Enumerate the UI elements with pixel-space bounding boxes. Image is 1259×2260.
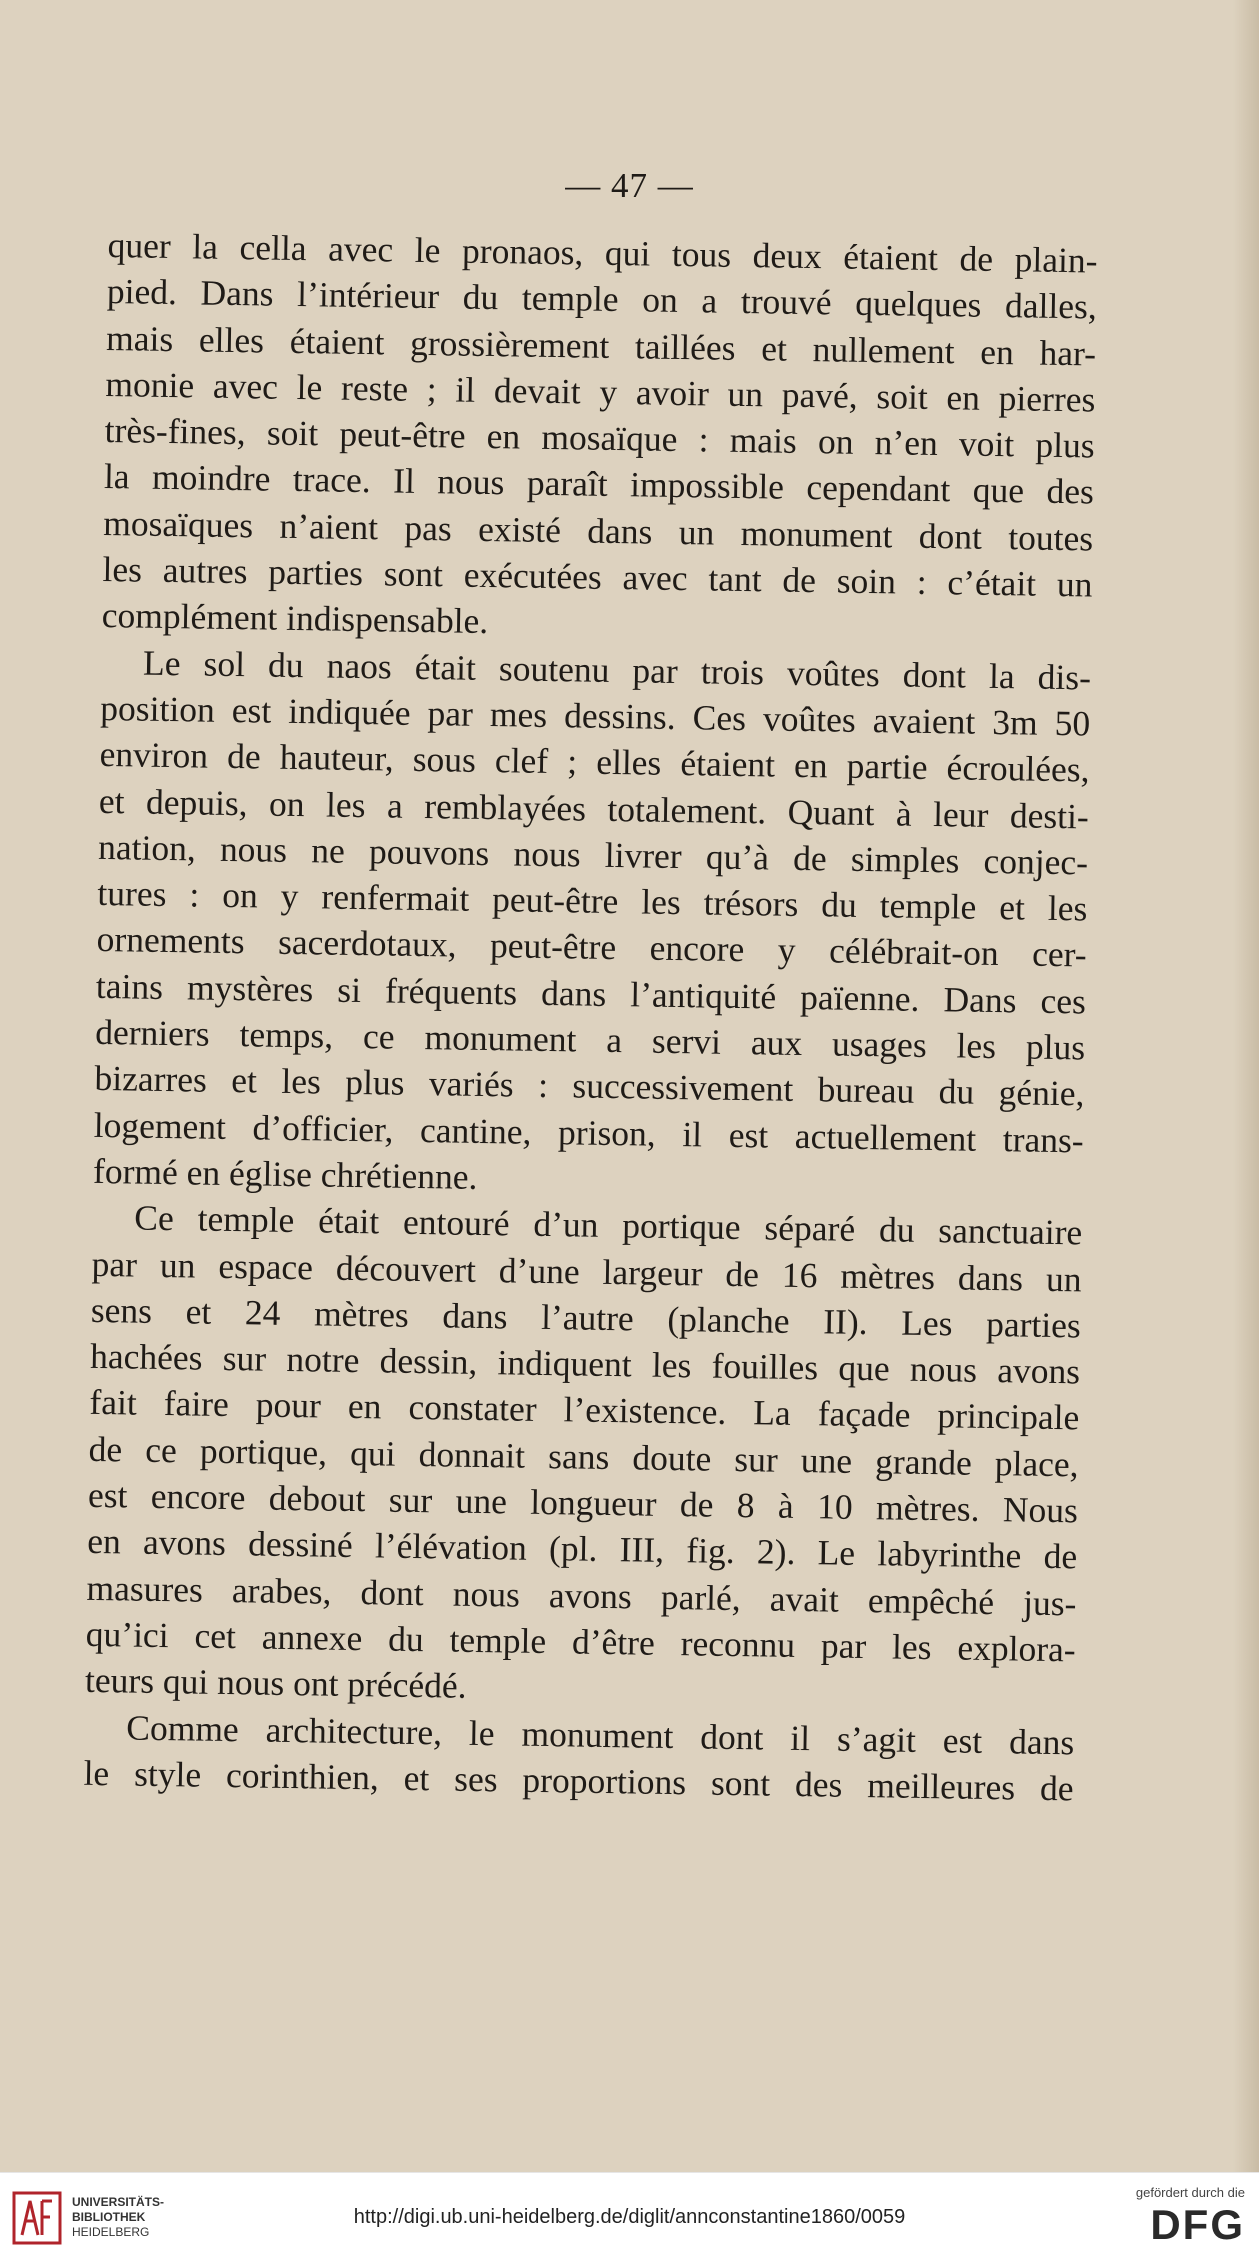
text-line: Comme architecture, le monument dont il s’agit est dans: [126, 1706, 1075, 1762]
text-line: très-fines, soit peut-être en mosaïque : mais on n’en voit plus: [104, 410, 1095, 466]
page-edge-shadow: [1233, 0, 1259, 2172]
paragraph-1: [101, 222, 1097, 654]
text-line: bizarres et les plus variés : successivement bureau du génie,: [94, 1058, 1085, 1114]
permalink-url[interactable]: http://digi.ub.uni-heidelberg.de/diglit/annconstantine1860/0059: [353, 2206, 906, 2228]
funding-notice: [1115, 2185, 1245, 2250]
text-line: mosaïques n’aient pas existé dans un monument dont toutes: [102, 502, 1094, 559]
text-line: derniers temps, ce monument a servi aux usages les plus: [94, 1011, 1086, 1068]
text-line: qu’ici cet annexe du temple d’être reconnu par les explora-: [85, 1613, 1077, 1670]
text-line: Le sol du naos était soutenu par trois voûtes dont la dis-: [142, 642, 1092, 698]
text-line: par un espace découvert d’une largeur de 16 mètres dans un: [91, 1243, 1082, 1299]
text-line: est encore debout sur une longueur de 8 à 10 mètres. Nous: [87, 1474, 1079, 1531]
text-line: pied. Dans l’intérieur du temple on a trouvé quelques dalles,: [106, 271, 1098, 327]
text-line: et depuis, on les a remblayées totalement. Quant à leur desti-: [98, 780, 1090, 837]
text-line: en avons dessiné l’élévation (pl. III, fig. 2). Le labyrinthe de: [86, 1521, 1078, 1577]
viewer-footer: [0, 2172, 1259, 2260]
institution-line: UNIVERSITÄTS-: [72, 2195, 165, 2209]
text-line: position est indiquée par mes dessins. Ces voûtes avaient 3m 50: [100, 687, 1091, 744]
page-number: — 47 —: [565, 166, 694, 205]
paragraph-2: [93, 639, 1092, 1210]
text-line: logement d’officier, cantine, prison, il est actuellement trans-: [93, 1104, 1085, 1161]
text-line: Ce temple était entouré d’un portique séparé du sanctuaire: [134, 1197, 1083, 1253]
text-line: fait faire pour en constater l’existence. La façade principale: [89, 1382, 1080, 1438]
funding-label: gefördert durch die: [1135, 2185, 1245, 2200]
text-line: masures arabes, dont nous avons parlé, avait empêché jus-: [86, 1567, 1077, 1623]
text-line: la moindre trace. Il nous paraît impossible cependant que des: [103, 456, 1095, 513]
text-line: mais elles étaient grossièrement taillées et nullement en har-: [105, 317, 1097, 374]
text-line: hachées sur notre dessin, indiquent les fouilles que nous avons: [89, 1335, 1081, 1392]
text-line: les autres parties sont exécutées avec tant de soin : c’était un: [102, 549, 1093, 605]
body-text: [83, 222, 1098, 1811]
dfg-logo: DFG: [1150, 2201, 1245, 2248]
text-line: tures : on y renfermait peut-être les trésors du temple et les: [97, 873, 1088, 929]
text-line: de ce portique, qui donnait sans doute sur une grande place,: [88, 1428, 1079, 1485]
text-line: monie avec le reste ; il devait y avoir un pavé, soit en pierres: [105, 363, 1096, 420]
text-line: teurs qui nous ont précédé.: [84, 1660, 467, 1707]
text-line: ornements sacerdotaux, peut-être encore y célébrait-on cer-: [96, 919, 1087, 975]
institution-line: HEIDELBERG: [72, 2225, 150, 2239]
paragraph-4: [83, 1703, 1074, 1811]
text-line: environ de hauteur, sous clef ; elles étaient en partie écroulées,: [99, 734, 1090, 790]
text-line: sens et 24 mètres dans l’autre (planche II). Les parties: [90, 1289, 1082, 1346]
text-line: nation, nous ne pouvons nous livrer qu’à de simples conjec-: [97, 826, 1089, 883]
text-line: complément indispensable.: [101, 595, 489, 642]
institution-line: BIBLIOTHEK: [72, 2210, 146, 2224]
text-line: formé en église chrétienne.: [92, 1150, 478, 1197]
text-line: le style corinthien, et ses proportions sont des meilleures de: [83, 1752, 1074, 1809]
text-line: tains mystères si fréquents dans l’antiquité païenne. Dans ces: [95, 965, 1087, 1022]
text-line: quer la cella avec le pronaos, qui tous deux étaient de plain-: [107, 224, 1098, 281]
paragraph-3: [85, 1194, 1083, 1719]
